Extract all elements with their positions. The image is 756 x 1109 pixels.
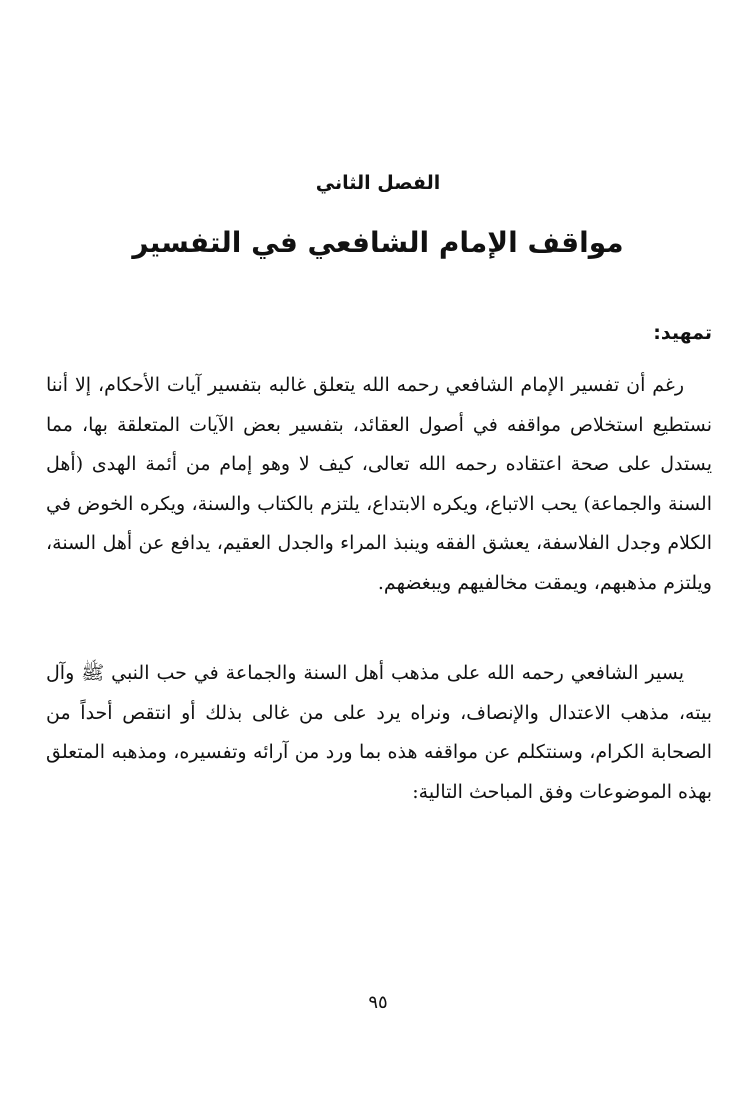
chapter-title: مواقف الإمام الشافعي في التفسير [132, 226, 624, 259]
intro-heading: تمهيد: [653, 322, 712, 344]
paragraph-2: يسير الشافعي رحمه الله على مذهب أهل السنة والجماعة في حب النبي ﷺ وآل بيته، مذهب الاعتدال والإنصاف، ونراه يرد على من غالى بذلك أو انتقص أحداً من الصحابة الكرام، وسنتكلم عن مواقفه هذه بما ورد من آرائه وتفسيره، ومذهبه المتعلق بهذه الموضوعات وفق المباحث التالية: [46, 662, 712, 803]
paragraph-1: رغم أن تفسير الإمام الشافعي رحمه الله يتعلق غالبه بتفسير آيات الأحكام، إلا أننا نستطيع استخلاص مواقفه في أصول العقائد، بتفسير بعض الآيات المتعلقة بها، مما يستدل على صحة اعتقاده رحمه الله تعالى، كيف لا وهو إمام من أئمة الهدى (أهل السنة والجماعة) يحب الاتباع، ويكره الابتداع، يلتزم بالكتاب والسنة، ويكره الخوض في الكلام وجدل الفلاسفة، يعشق الفقه وينبذ المراء والجدل العقيم، يدافع عن أهل السنة، ويلتزم مذهبهم، ويمقت مخالفيهم ويبغضهم. [46, 374, 712, 594]
page-number: ٩٥ [368, 992, 388, 1013]
chapter-label: الفصل الثاني [315, 172, 441, 194]
